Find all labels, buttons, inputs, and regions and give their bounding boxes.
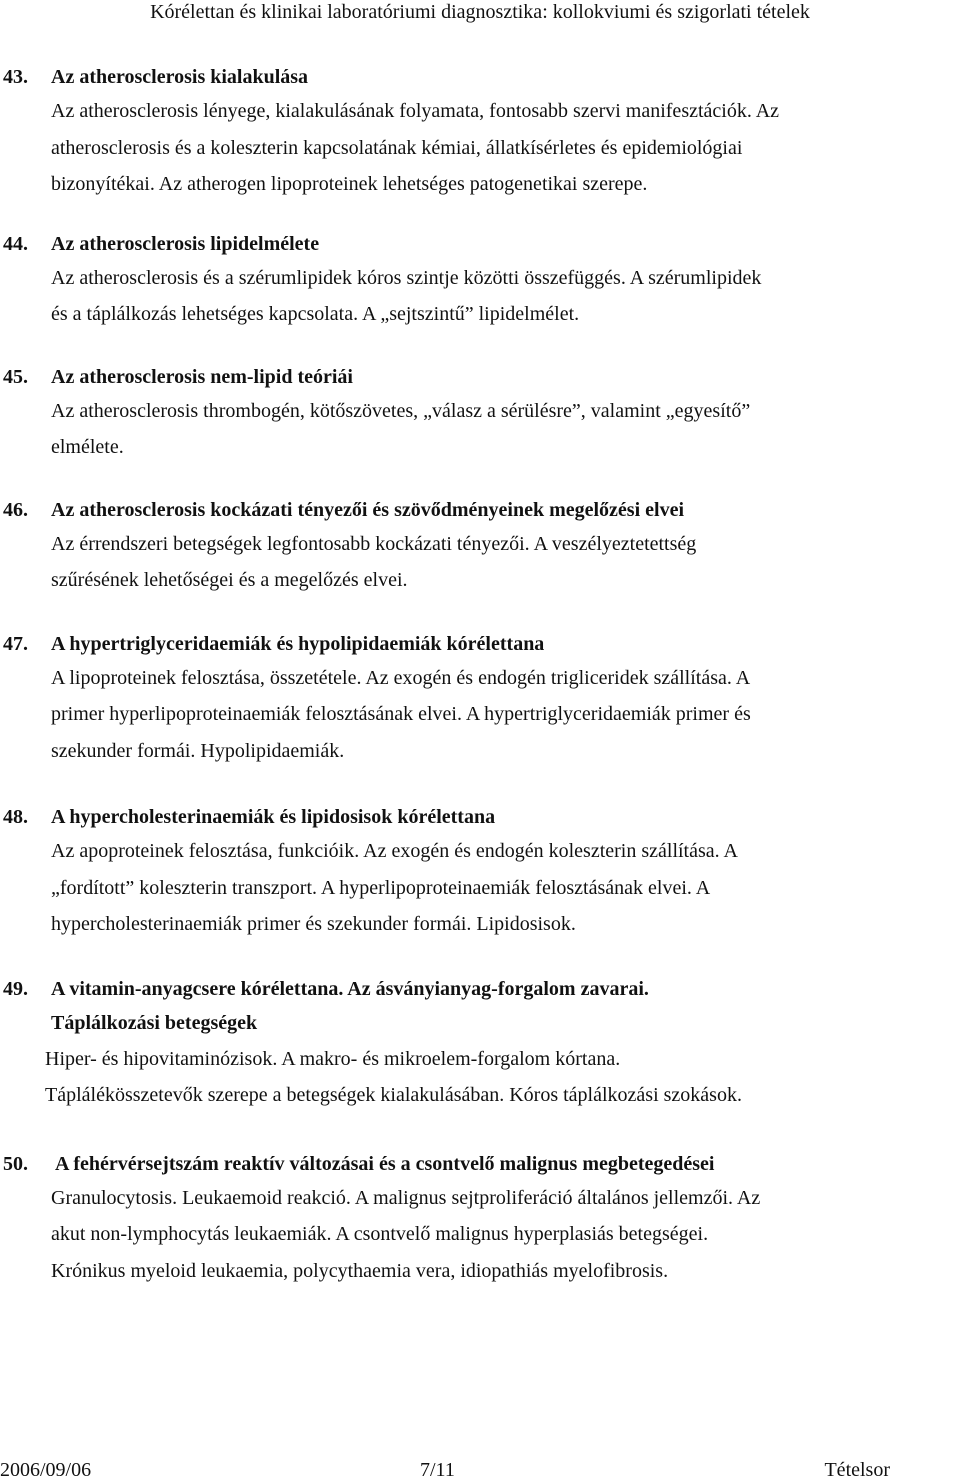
- topic-heading: [0, 494, 960, 526]
- topic-list: [0, 61, 960, 1289]
- topic-number: 46.: [3, 498, 28, 521]
- topic-number: 47.: [3, 632, 28, 655]
- topic-title: Az atherosclerosis kialakulása: [51, 66, 309, 88]
- topic-47: [0, 628, 960, 770]
- description-line: Az érrendszeri betegségek legfontosabb kockázati tényezői. A veszélyeztetettség: [51, 532, 697, 555]
- topic-43: [0, 61, 960, 203]
- topic-44: [0, 228, 960, 333]
- description-line: hypercholesterinaemiák primer és szekunder formái. Lipidosisok.: [51, 913, 576, 935]
- description-line: „fordított” koleszterin transzport. A hyperlipoproteinaemiák felosztásának elvei. A: [51, 876, 711, 899]
- topic-description: [51, 660, 960, 770]
- topic-description: [51, 260, 960, 333]
- page-number: 7/11: [420, 1459, 455, 1481]
- page-header: [0, 0, 960, 25]
- description-line: szűrésének lehetőségei és a megelőzés elvei.: [51, 569, 408, 591]
- topic-number: 44.: [3, 232, 28, 255]
- topic-heading: [0, 1148, 960, 1180]
- topic-title: Az atherosclerosis kockázati tényezői és szövődményeinek megelőzési elvei: [51, 498, 685, 521]
- topic-title: A fehérvérsejtszám reaktív változásai és a csontvelő malignus megbetegedései: [55, 1152, 715, 1175]
- topic-heading: [0, 361, 960, 393]
- topic-heading: [0, 228, 960, 260]
- topic-45: [0, 361, 960, 466]
- topic-title: A hypertriglyceridaemiák és hypolipidaemiák kórélettana: [51, 632, 545, 655]
- topic-heading: [0, 801, 960, 833]
- description-line: Hiper- és hipovitaminózisok. A makro- és mikroelem-forgalom kórtana.: [45, 1047, 621, 1070]
- topic-description: [45, 1041, 960, 1113]
- topic-number: 43.: [3, 66, 28, 88]
- topic-description: [51, 93, 960, 203]
- footer-label: Tételsor: [824, 1459, 890, 1481]
- document-title: Kórélettan és klinikai laboratóriumi diagnosztika: kollokviumi és szigorlati tételek: [150, 1, 810, 23]
- topic-description: [51, 393, 960, 466]
- description-line: Az atherosclerosis lényege, kialakulásának folyamata, fontosabb szervi manifesztációk. Az: [51, 100, 780, 122]
- description-line: Az atherosclerosis és a szérumlipidek kóros szintje közötti összefüggés. A szérumlipidek: [51, 266, 762, 289]
- topic-number: 48.: [3, 806, 28, 828]
- topic-48: [0, 801, 960, 943]
- topic-title: Az atherosclerosis lipidelmélete: [51, 232, 320, 255]
- description-line: Táplálékösszetevők szerepe a betegségek kialakulásában. Kóros táplálkozási szokások.: [45, 1083, 742, 1106]
- topic-heading: [0, 628, 960, 660]
- description-line: elmélete.: [51, 436, 124, 458]
- topic-46: [0, 494, 960, 599]
- topic-heading: [0, 61, 960, 93]
- page-footer: [0, 1457, 960, 1483]
- description-line: és a táplálkozás lehetséges kapcsolata. A „sejtszintű” lipidelmélet.: [51, 303, 580, 325]
- description-line: atherosclerosis és a koleszterin kapcsolatának kémiai, állatkísérletes és epidemiológiai: [51, 136, 743, 159]
- topic-title: A vitamin-anyagcsere kórélettana. Az ásványianyag-forgalom zavarai.: [51, 977, 649, 1000]
- topic-description: [51, 526, 960, 599]
- description-line: primer hyperlipoproteinaemiák felosztásának elvei. A hypertriglyceridaemiák primer és: [51, 703, 751, 725]
- topic-title: Az atherosclerosis nem-lipid teóriái: [51, 365, 353, 388]
- description-line: Az apoproteinek felosztása, funkcióik. Az exogén és endogén koleszterin szállítása. A: [51, 840, 738, 862]
- topic-title-continued: Táplálkozási betegségek: [51, 1011, 258, 1034]
- description-line: bizonyítékai. Az atherogen lipoproteinek lehetséges patogenetikai szerepe.: [51, 173, 648, 195]
- description-line: akut non-lymphocytás leukaemiák. A csontvelő malignus hyperplasiás betegségei.: [51, 1223, 709, 1245]
- topic-number: 50.: [3, 1152, 28, 1175]
- description-line: Az atherosclerosis thrombogén, kötőszövetes, „válasz a sérülésre”, valamint „egyesítő”: [51, 399, 751, 422]
- topic-number: 45.: [3, 365, 28, 388]
- topic-49: [0, 973, 960, 1113]
- description-line: Granulocytosis. Leukaemoid reakció. A malignus sejtproliferáció általános jellemzői. Az: [51, 1186, 761, 1209]
- description-line: Krónikus myeloid leukaemia, polycythaemia vera, idiopathiás myelofibrosis.: [51, 1259, 669, 1282]
- description-line: szekunder formái. Hypolipidaemiák.: [51, 739, 345, 762]
- topic-description: [51, 1180, 960, 1290]
- description-line: A lipoproteinek felosztása, összetétele. Az exogén és endogén trigliceridek szállítása. A: [51, 666, 751, 689]
- footer-date: 2006/09/06: [0, 1459, 92, 1481]
- topic-number: 49.: [3, 977, 28, 1000]
- topic-description: [51, 833, 960, 943]
- topic-50: [0, 1148, 960, 1290]
- topic-heading: [0, 973, 960, 1005]
- topic-title: A hypercholesterinaemiák és lipidosisok kórélettana: [51, 806, 496, 828]
